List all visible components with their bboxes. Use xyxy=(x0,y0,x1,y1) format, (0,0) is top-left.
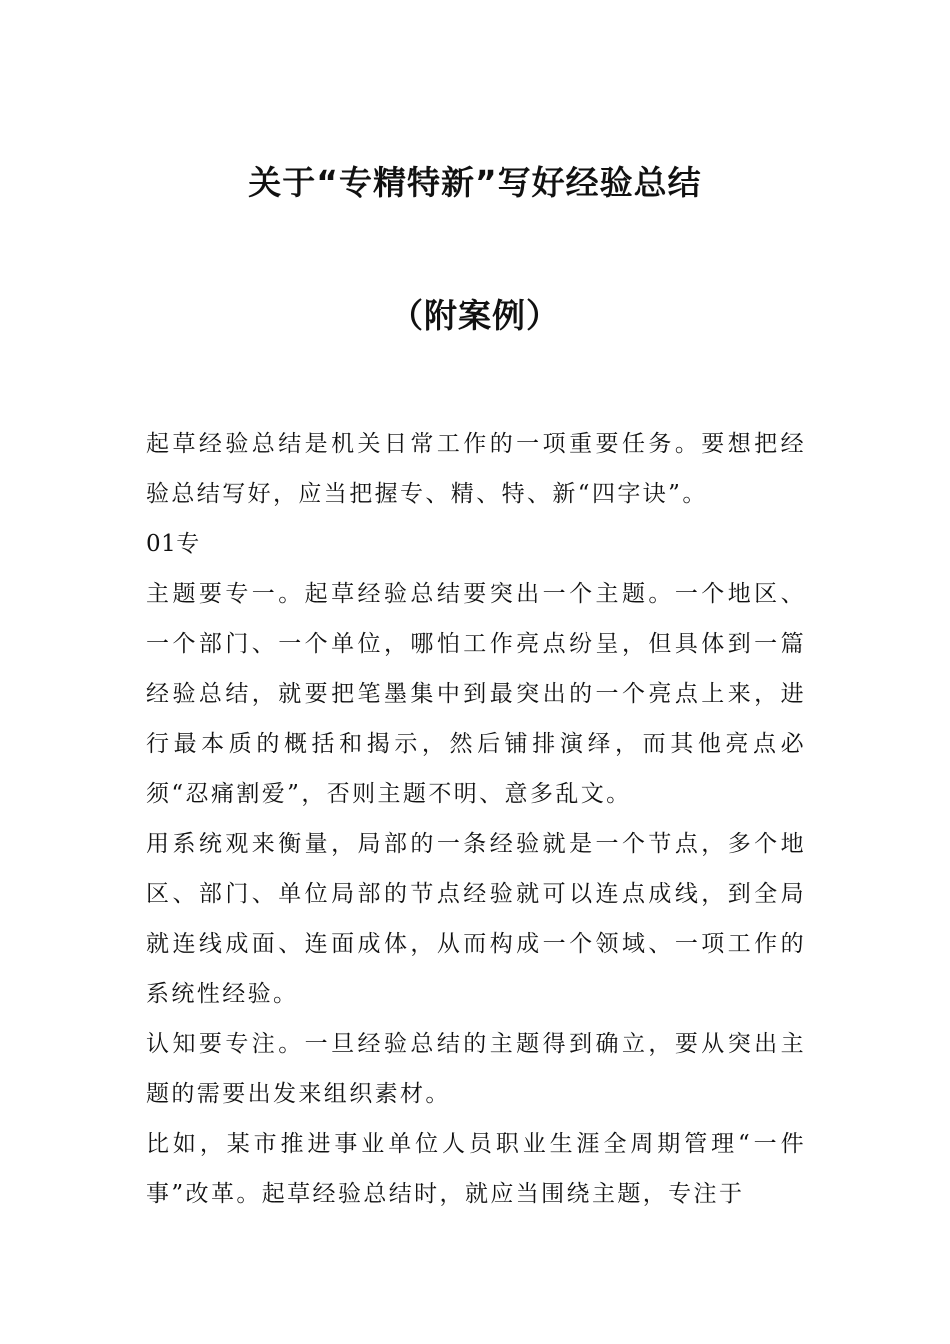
paragraph-system-view: 用系统观来衡量，局部的一条经验就是一个节点，多个地区、部门、单位局部的节点经验就可以连点成线，到全局就连线成面、连面成体，从而构成一个领域、一项工作的系统性经验。 xyxy=(146,831,806,1007)
document-title: 关于“专精特新”写好经验总结 xyxy=(248,163,702,202)
paragraph-topic: 主题要专一。起草经验总结要突出一个主题。一个地区、一个部门、一个单位，哪怕工作亮点纷呈，但具体到一篇经验总结，就要把笔墨集中到最突出的一个亮点上来，进行最本质的概括和揭示，然后铺排演绎，而其他亮点必须“忍痛割爱”，否则主题不明、意多乱文。 xyxy=(146,581,806,807)
paragraph-focus: 认知要专注。一旦经验总结的主题得到确立，要从突出主题的需要出发来组织素材。 xyxy=(146,1031,806,1107)
document-body xyxy=(146,419,806,1219)
document-subtitle: （附案例） xyxy=(390,296,560,335)
paragraph-intro: 起草经验总结是机关日常工作的一项重要任务。要想把经验总结写好，应当把握专、精、特、新“四字诀”。 xyxy=(146,431,806,507)
paragraph-example: 比如，某市推进事业单位人员职业生涯全周期管理“一件事”改革。起草经验总结时，就应当围绕主题，专注于 xyxy=(146,1131,806,1207)
section-heading-01: 01专 xyxy=(146,531,200,557)
